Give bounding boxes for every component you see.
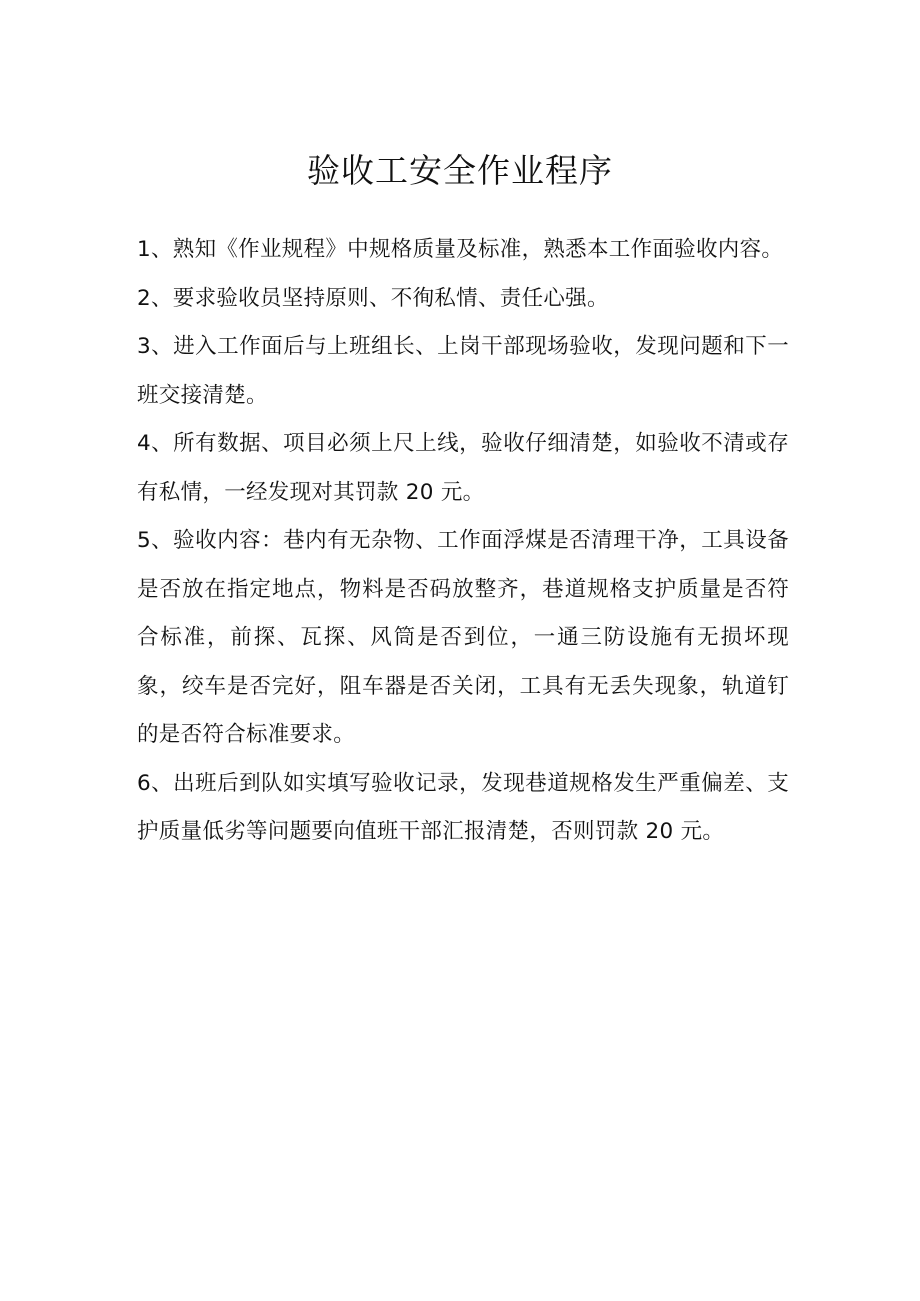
document-title: 验收工安全作业程序	[307, 151, 613, 190]
document-body	[137, 226, 789, 857]
paragraph-1: 1、熟知《作业规程》中规格质量及标准，熟悉本工作面验收内容。	[137, 237, 784, 262]
paragraph-3: 3、进入工作面后与上班组长、上岗干部现场验收，发现问题和下一班交接清楚。	[137, 334, 789, 408]
paragraph-6: 6、出班后到队如实填写验收记录，发现巷道规格发生严重偏差、支护质量低劣等问题要向值班干部汇报清楚，否则罚款 20 元。	[137, 770, 789, 844]
paragraph-4: 4、所有数据、项目必须上尺上线，验收仔细清楚，如验收不清或存有私情，一经发现对其罚款 20 元。	[137, 431, 789, 505]
paragraph-5: 5、验收内容：巷内有无杂物、工作面浮煤是否清理干净，工具设备是否放在指定地点，物料是否码放整齐，巷道规格支护质量是否符合标准，前探、瓦探、风筒是否到位，一通三防设施有无损坏现象，绞车是否完好，阻车器是否关闭，工具有无丢失现象，轨道钉的是否符合标准要求。	[137, 528, 789, 747]
paragraph-2: 2、要求验收员坚持原则、不徇私情、责任心强。	[137, 285, 609, 311]
